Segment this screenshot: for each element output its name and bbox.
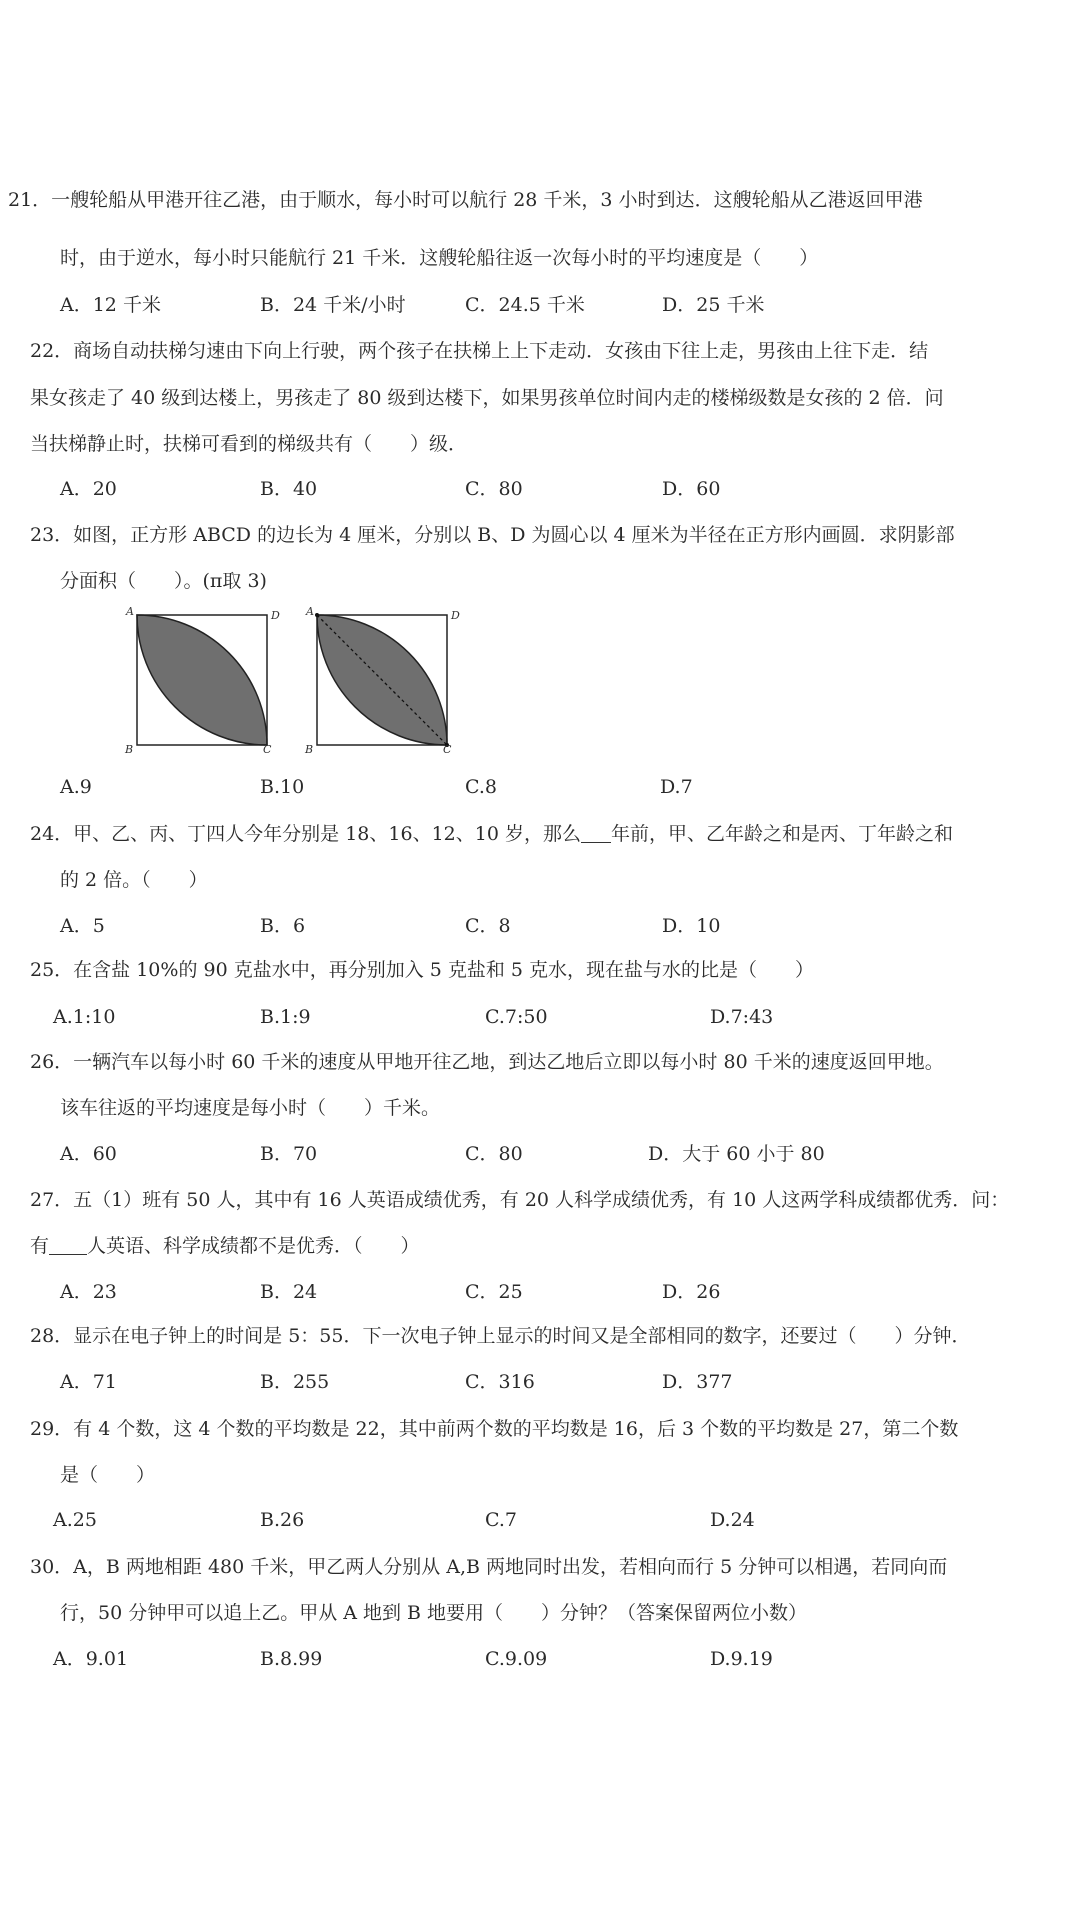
q22-option-a: A．20	[60, 478, 117, 500]
q29-line-2: 是（ ）	[60, 1464, 156, 1486]
q27-answer-blank	[49, 1236, 87, 1255]
q27-text-before-blank: 有	[30, 1235, 50, 1257]
q22-option-b: B．40	[260, 478, 318, 500]
q26-line-2: 该车往返的平均速度是每小时（ ）千米。	[60, 1097, 441, 1119]
q27-line-1: 27．五（1）班有 50 人，其中有 16 人英语成绩优秀，有 20 人科学成绩优秀，有 10 人这两学科成绩都优秀．问：	[30, 1189, 1010, 1211]
q25-line-1: 25．在含盐 10%的 90 克盐水中，再分别加入 5 克盐和 5 克水，现在盐与水的比是（ ）	[30, 959, 815, 981]
q23-line-2: 分面积（ ）。(π取 3)	[60, 570, 267, 592]
q26-option-a: A．60	[60, 1143, 117, 1165]
q21-line-1: 21．一艘轮船从甲港开往乙港，由于顺水，每小时可以航行 28 千米，3 小时到达．这艘轮船从乙港返回甲港	[8, 189, 923, 211]
q27-option-b: B．24	[260, 1281, 318, 1303]
q24-line-2: 的 2 倍。（ ）	[60, 869, 208, 891]
label-a: A	[126, 605, 134, 618]
square-figure-1	[122, 605, 280, 756]
q21-option-d: D．25 千米	[662, 294, 765, 316]
q28-option-c: C．316	[465, 1371, 535, 1393]
label-c: C	[263, 743, 272, 756]
q22-option-c: C．80	[465, 478, 523, 500]
q27-line-2	[30, 1234, 420, 1258]
q21-option-b: B．24 千米/小时	[260, 294, 406, 316]
q27-option-c: C．25	[465, 1281, 523, 1303]
q30-line-1: 30．A，B 两地相距 480 千米，甲乙两人分别从 A,B 两地同时出发，若相向而行 5 分钟可以相遇，若同向而	[30, 1556, 948, 1578]
q28-option-d: D．377	[662, 1371, 733, 1393]
q30-option-a: A．9.01	[53, 1648, 129, 1670]
label-b: B	[305, 743, 314, 756]
q22-line-3: 当扶梯静止时，扶梯可看到的梯级共有（ ）级．	[30, 433, 468, 455]
label-c: C	[443, 743, 452, 756]
q25-option-b: B.1:9	[260, 1006, 311, 1028]
point-a	[315, 613, 319, 617]
q24-option-b: B．6	[260, 915, 306, 937]
q23-option-d: D.7	[660, 776, 693, 798]
square-figure-2	[302, 605, 462, 756]
q29-option-d: D.24	[710, 1509, 755, 1531]
label-d: D	[271, 609, 280, 622]
shaded-leaf-region	[137, 615, 267, 745]
q23-option-a: A.9	[60, 776, 92, 798]
q21-option-c: C．24.5 千米	[465, 294, 585, 316]
q28-option-b: B．255	[260, 1371, 330, 1393]
q27-option-a: A．23	[60, 1281, 117, 1303]
q24-text-before-blank: 24．甲、乙、丙、丁四人今年分别是 18、16、12、10 岁，那么	[30, 823, 581, 845]
q21-option-a: A．12 千米	[60, 294, 161, 316]
q27-text-after-blank: 人英语、科学成绩都不是优秀．（ ）	[87, 1235, 420, 1257]
q22-option-d: D．60	[662, 478, 721, 500]
q26-line-1: 26．一辆汽车以每小时 60 千米的速度从甲地开往乙地，到达乙地后立即以每小时 80 千米的速度返回甲地。	[30, 1051, 944, 1073]
q22-line-1: 22．商场自动扶梯匀速由下向上行驶，两个孩子在扶梯上上下走动．女孩由下往上走，男孩由上往下走．结	[30, 340, 929, 362]
q24-text-after-blank: 年前，甲、乙年龄之和是丙、丁年龄之和	[610, 823, 953, 845]
q23-option-c: C.8	[465, 776, 497, 798]
q26-option-b: B．70	[260, 1143, 318, 1165]
q27-option-d: D．26	[662, 1281, 721, 1303]
q21-line-2: 时，由于逆水，每小时只能航行 21 千米．这艘轮船往返一次每小时的平均速度是（ ）	[60, 247, 819, 269]
q22-line-2: 果女孩走了 40 级到达楼上，男孩走了 80 级到达楼下，如果男孩单位时间内走的楼梯级数是女孩的 2 倍．问	[30, 387, 944, 409]
q28-line-1: 28．显示在电子钟上的时间是 5：55．下一次电子钟上显示的时间又是全部相同的数字，还要过（ ）分钟．	[30, 1325, 971, 1347]
q25-option-d: D.7:43	[710, 1006, 774, 1028]
q24-option-d: D．10	[662, 915, 721, 937]
q30-option-d: D.9.19	[710, 1648, 773, 1670]
q23-option-b: B.10	[260, 776, 305, 798]
q29-option-a: A.25	[53, 1509, 97, 1531]
q24-answer-blank	[581, 824, 611, 843]
q30-option-b: B.8.99	[260, 1648, 323, 1670]
q24-option-c: C．8	[465, 915, 511, 937]
q26-option-d: D．大于 60 小于 80	[648, 1143, 825, 1165]
label-b: B	[125, 743, 134, 756]
q30-option-c: C.9.09	[485, 1648, 548, 1670]
label-d: D	[451, 609, 460, 622]
q29-line-1: 29．有 4 个数，这 4 个数的平均数是 22，其中前两个数的平均数是 16，后 3 个数的平均数是 27，第二个数	[30, 1418, 959, 1440]
q24-option-a: A．5	[60, 915, 105, 937]
q23-line-1: 23．如图，正方形 ABCD 的边长为 4 厘米，分别以 B、D 为圆心以 4 厘米为半径在正方形内画圆．求阴影部	[30, 524, 955, 546]
q29-option-c: C.7	[485, 1509, 517, 1531]
label-a: A	[306, 605, 314, 618]
q25-option-a: A.1:10	[53, 1006, 116, 1028]
q24-line-1	[30, 822, 953, 846]
q30-line-2: 行，50 分钟甲可以追上乙。甲从 A 地到 B 地要用（ ）分钟？（答案保留两位小数）	[60, 1602, 808, 1624]
q28-option-a: A．71	[60, 1371, 117, 1393]
q26-option-c: C．80	[465, 1143, 523, 1165]
q25-option-c: C.7:50	[485, 1006, 548, 1028]
q29-option-b: B.26	[260, 1509, 305, 1531]
